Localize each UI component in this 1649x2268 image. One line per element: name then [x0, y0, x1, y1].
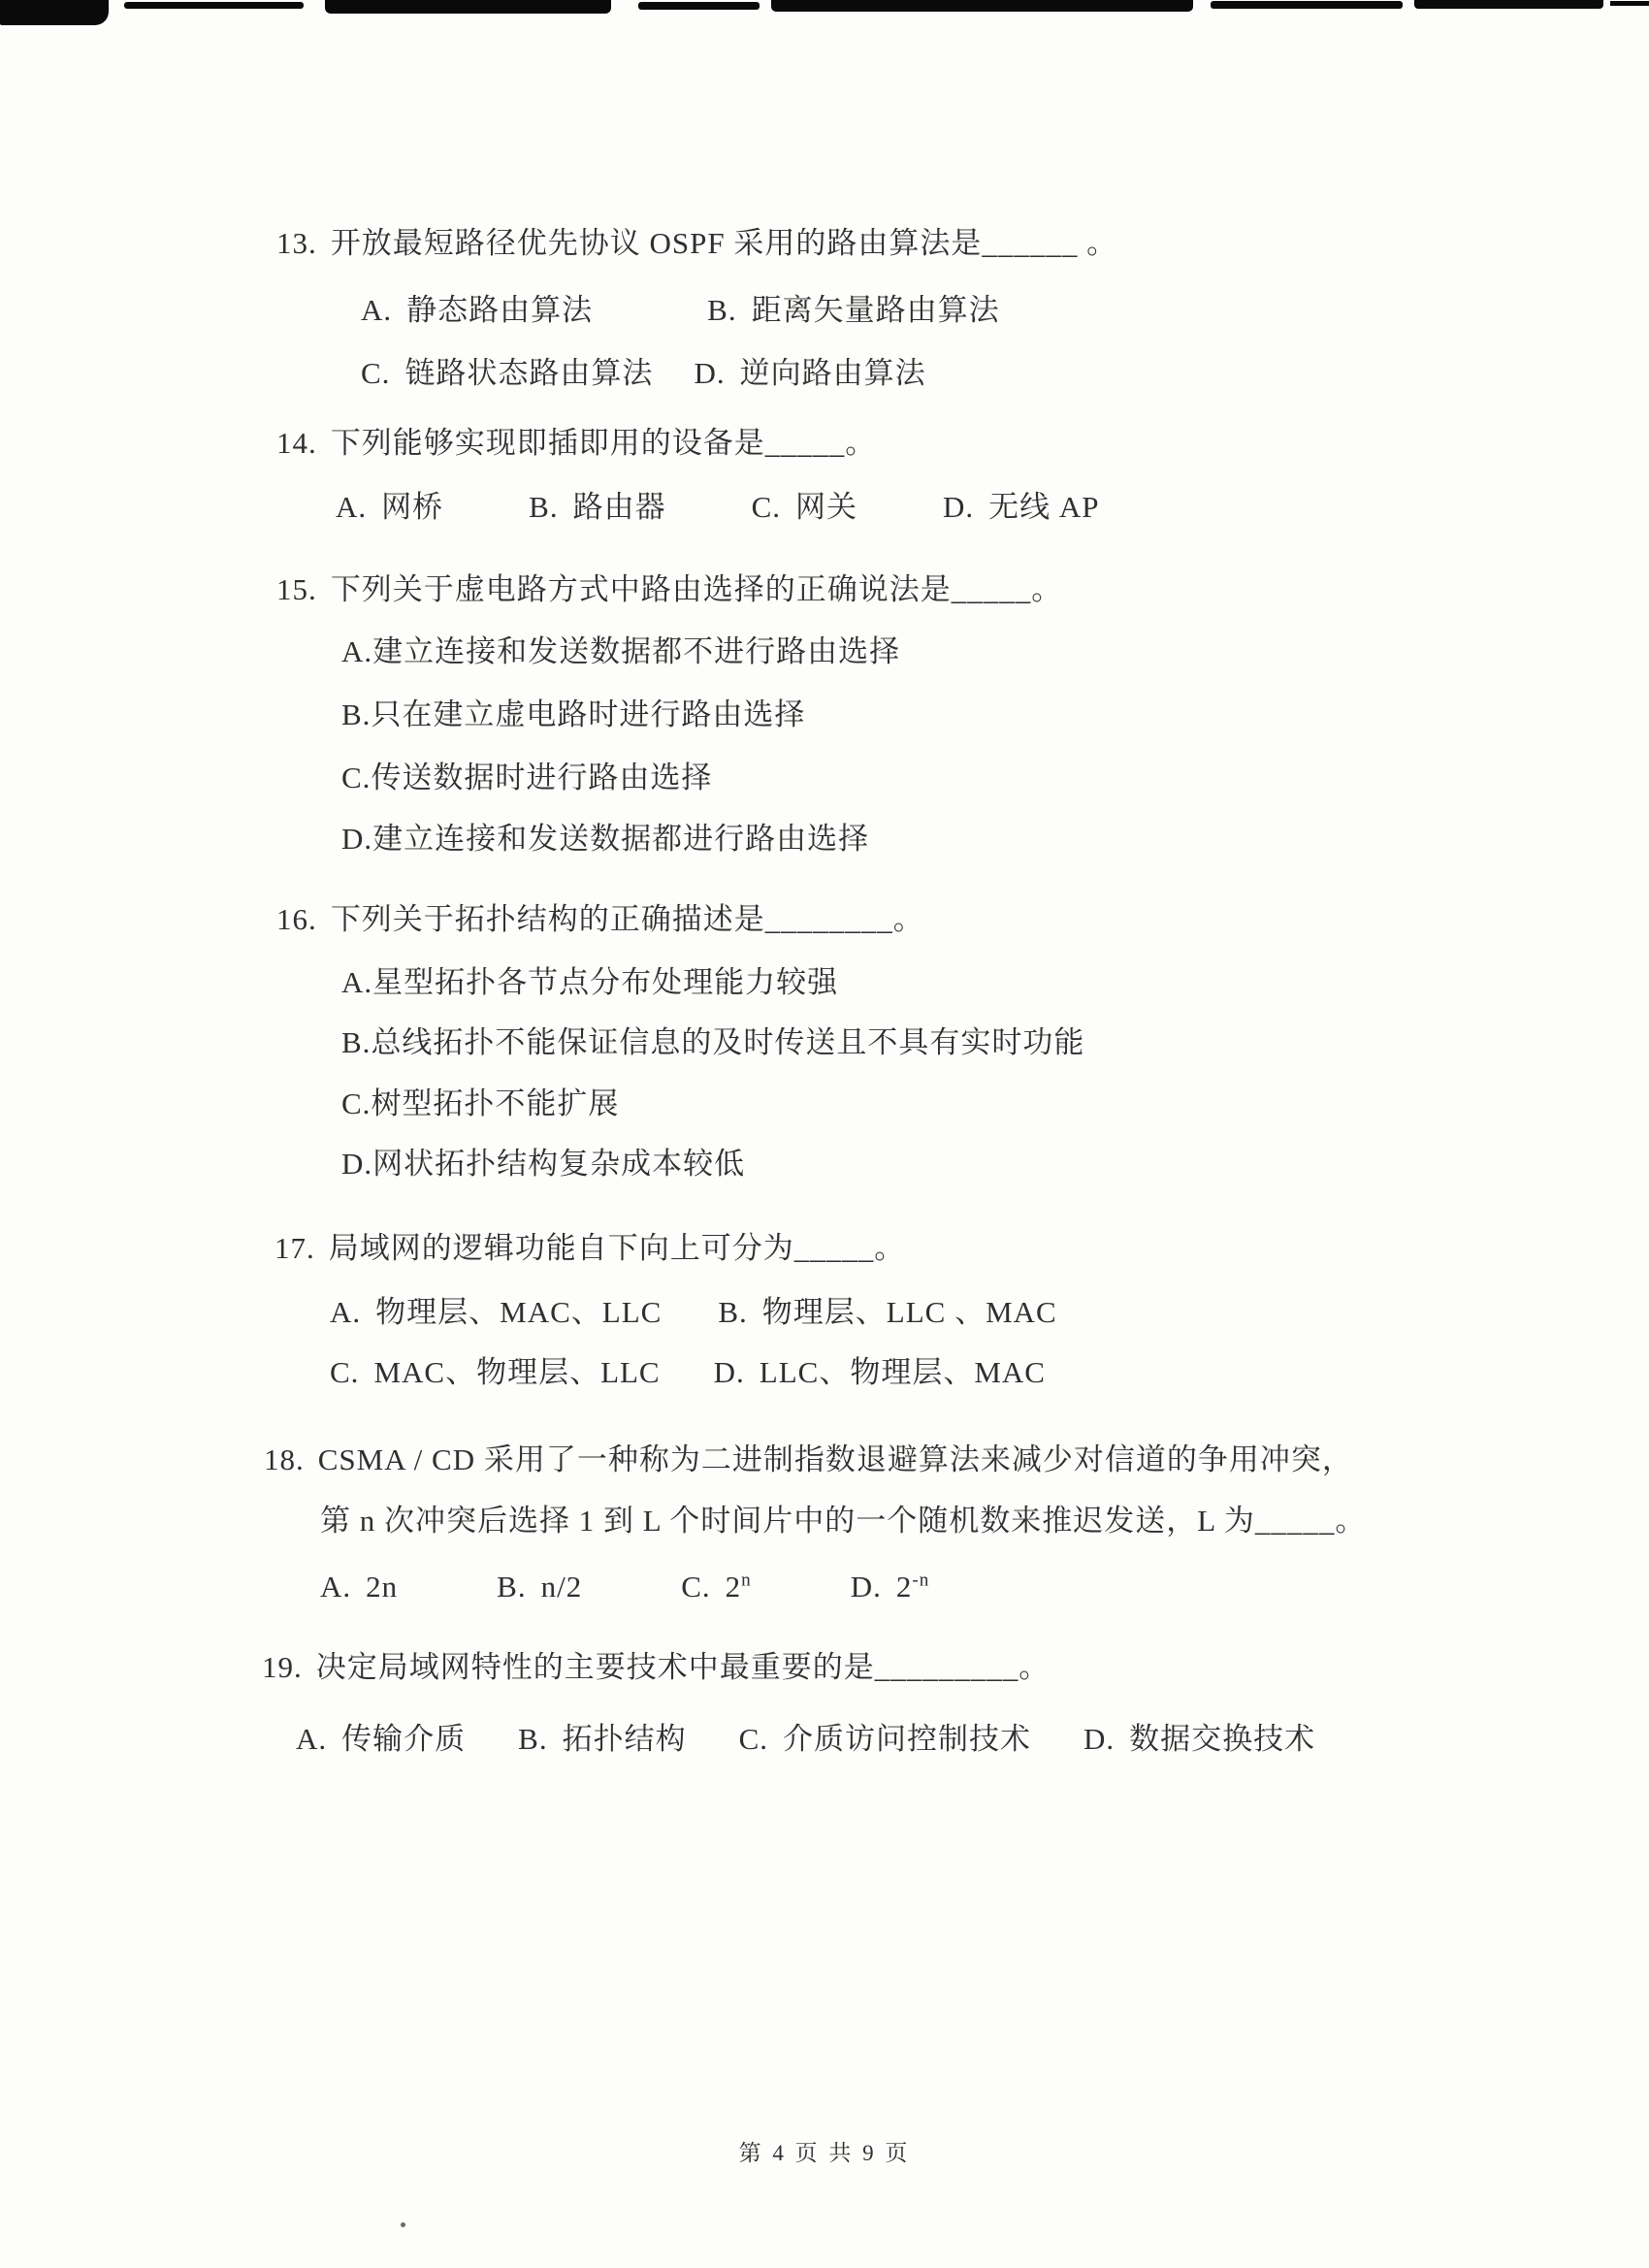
option-b: B. 距离矢量路由算法	[707, 293, 1000, 327]
question-text	[276, 571, 1062, 609]
question-number: 14.	[276, 426, 317, 460]
options-row	[361, 355, 926, 393]
scan-artifact	[0, 0, 109, 25]
question-text	[276, 225, 1117, 263]
option-b: B. 物理层、LLC 、MAC	[718, 1295, 1057, 1329]
scan-artifact	[325, 0, 611, 14]
question-stem: 开放最短路径优先协议 OSPF 采用的路由算法是______ 。	[330, 226, 1118, 260]
option-b: B.总线拓扑不能保证信息的及时传送且不具有实时功能	[341, 1025, 1085, 1059]
option-a: A. 2n	[320, 1570, 399, 1604]
question-stem: 下列关于拓扑结构的正确描述是________。	[330, 902, 924, 936]
option-c: C.树型拓扑不能扩展	[341, 1086, 620, 1120]
question-text	[262, 1649, 1050, 1687]
option-d: D. LLC、物理层、MAC	[713, 1355, 1046, 1389]
scan-artifact	[124, 2, 304, 9]
page-footer	[0, 2140, 1649, 2168]
page-indicator: 第 4 页 共 9 页	[738, 2141, 911, 2165]
option-c: C. 网关	[751, 490, 858, 524]
options-row	[361, 292, 1000, 330]
option-a: A. 物理层、MAC、LLC	[330, 1295, 663, 1329]
scan-speck	[401, 2222, 405, 2227]
options-row	[336, 489, 1100, 527]
question-number: 17.	[275, 1231, 315, 1265]
question-number: 18.	[264, 1442, 305, 1476]
options-row	[330, 1294, 1057, 1332]
superscript: n	[741, 1570, 752, 1591]
option-c: C. MAC、物理层、LLC	[330, 1355, 661, 1389]
question-number: 16.	[276, 902, 317, 936]
question-stem: 下列关于虚电路方式中路由选择的正确说法是_____。	[330, 572, 1063, 606]
question-text	[275, 1230, 905, 1268]
options-row	[296, 1721, 1315, 1759]
option-d: D.建立连接和发送数据都进行路由选择	[341, 822, 870, 856]
question-text	[276, 425, 876, 463]
option-c: C. 2$^n$	[681, 1570, 752, 1604]
option-c: C.传送数据时进行路由选择	[341, 761, 713, 794]
question-text-line1	[264, 1442, 1353, 1479]
options-row	[320, 1569, 929, 1606]
option-a: A. 静态路由算法	[361, 293, 594, 327]
question-number: 19.	[262, 1650, 303, 1684]
option-a: A.建立连接和发送数据都不进行路由选择	[341, 634, 901, 668]
question-stem: 局域网的逻辑功能自下向上可分为_____。	[328, 1231, 906, 1265]
option-d: D.网状拓扑结构复杂成本较低	[341, 1147, 746, 1181]
question-text-line2: 第 n 次冲突后选择 1 到 L 个时间片中的一个随机数来推迟发送，L 为_____。	[320, 1504, 1367, 1538]
scan-artifact	[1211, 1, 1403, 9]
scan-artifact	[638, 2, 760, 10]
option-d: D. $2^{-n}$	[850, 1570, 930, 1604]
scan-artifact	[1414, 0, 1603, 9]
question-stem: 决定局域网特性的主要技术中最重要的是_________。	[315, 1650, 1051, 1684]
option-a: A.星型拓扑各节点分布处理能力较强	[341, 965, 839, 999]
option-d: D. 逆向路由算法	[694, 356, 926, 390]
option-b: B. 拓扑结构	[518, 1722, 687, 1756]
superscript: -n	[912, 1570, 930, 1591]
option-d: D. 数据交换技术	[1083, 1722, 1316, 1756]
question-text	[276, 901, 924, 939]
option-c: C. 链路状态路由算法	[361, 356, 654, 390]
options-row	[330, 1354, 1046, 1392]
question-number: 15.	[276, 572, 317, 606]
scan-artifact	[771, 0, 1193, 12]
scan-artifact	[1610, 1, 1649, 6]
option-a: A. 传输介质	[296, 1722, 467, 1756]
option-b: B. 路由器	[529, 490, 666, 524]
option-b: B.只在建立虚电路时进行路由选择	[341, 697, 806, 731]
option-b: B. n/2	[497, 1570, 583, 1604]
question-stem: CSMA / CD 采用了一种称为二进制指数退避算法来减少对信道的争用冲突，	[317, 1442, 1353, 1476]
option-d: D. 无线 AP	[943, 490, 1100, 524]
question-number: 13.	[276, 226, 317, 260]
question-stem: 下列能够实现即插即用的设备是_____。	[330, 426, 877, 460]
option-c: C. 介质访问控制技术	[738, 1722, 1032, 1756]
option-a: A. 网桥	[336, 490, 444, 524]
